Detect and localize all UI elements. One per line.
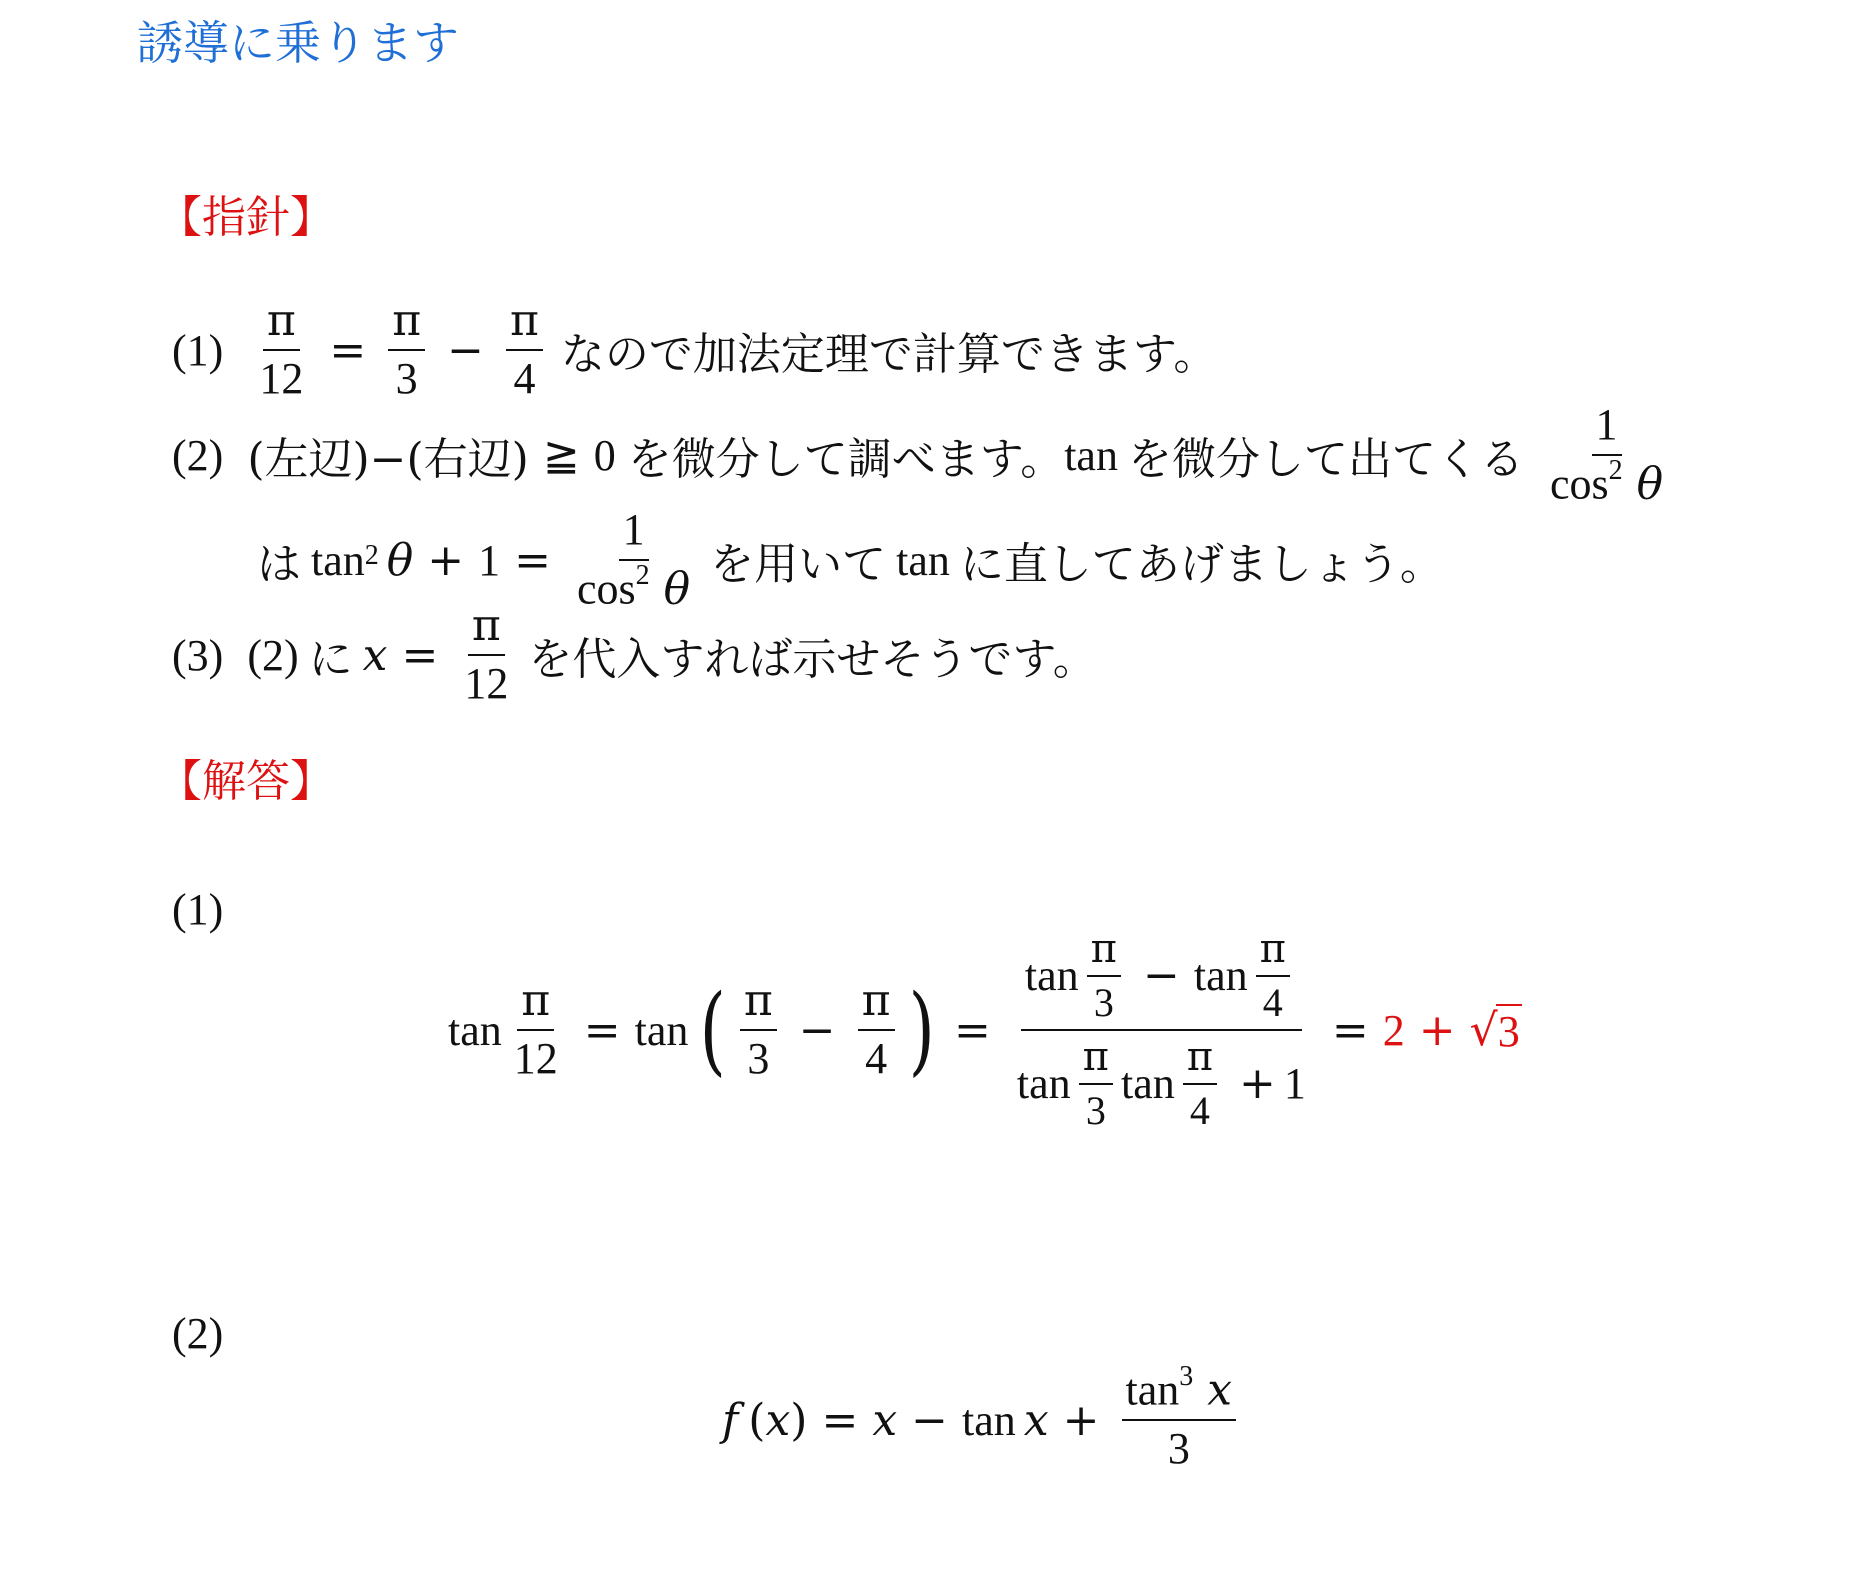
numerator: π [1087,927,1121,977]
numerator: π [263,297,300,351]
denominator: 12 [464,659,509,708]
cos-word: cos [577,564,636,614]
fraction-one-over-cos2 [573,506,694,613]
variable-x: x [362,629,388,681]
one: 1 [478,535,501,585]
plus-sign: + [427,534,465,586]
zero: 0 [593,430,616,480]
hint-2-text-6: に直してあげましょう。 [959,539,1444,590]
denominator: 3 [747,1034,770,1083]
denominator: 4 [1262,980,1283,1025]
tan-word: tan [1064,430,1118,480]
denominator [1546,456,1667,509]
hint-item-2-line-1 [172,400,1675,510]
theta: θ [386,534,414,586]
hint-2-text-3: を微分して出てくる [1127,434,1524,485]
numerator: π [517,977,554,1031]
minus-sign: − [1142,949,1180,1001]
denominator: 3 [1085,1088,1106,1133]
right-paren: ) [908,974,935,1086]
cos-word: cos [1549,459,1609,509]
geq-sign: ≧ [542,429,580,481]
numerator: π [1079,1035,1113,1085]
tan-word: tan [311,535,365,585]
page-title-link[interactable]: 誘導に乗ります [137,16,459,70]
denominator: 3 [1167,1424,1190,1474]
variable-x: x [765,1394,791,1446]
minus-sign: − [798,1004,836,1056]
fraction-tan3x-over-3 [1122,1361,1237,1474]
hint-3-label: (3) [172,630,224,680]
fraction-pi-12 [255,294,307,404]
exponent: 3 [1179,1361,1194,1393]
fraction-pi-4 [1256,927,1290,1025]
numerator: 1 [619,506,649,560]
numerator: π [388,297,425,351]
fraction-pi-3 [1087,927,1121,1025]
hint-2-label: (2) [172,430,224,480]
plus-sign: + [1239,1057,1276,1109]
numerator [1122,1361,1237,1421]
fraction-pi-3 [388,294,425,404]
numerator: π [740,977,777,1031]
hint-1-label: (1) [172,325,224,375]
fraction-pi-4 [1183,1035,1217,1133]
numerator: 1 [1592,401,1622,455]
denominator: 12 [259,354,304,403]
fraction-pi-4 [506,294,543,404]
tangent-sum-fraction [1013,927,1310,1133]
tan-word: tan [1193,950,1248,1000]
variable-x: x [1023,1394,1049,1446]
hint-item-1 [172,295,1217,405]
tan-word: tan [1120,1058,1175,1108]
fraction-pi-4 [858,974,895,1084]
left-paren: ( [748,1394,766,1446]
hint-3-text-1: に [308,634,353,685]
hint-2-text-2: を微分して調べます。 [627,434,1065,485]
numerator [1021,927,1302,1031]
equals-sign: = [821,1394,859,1446]
hint-3-ref: (2) [247,630,299,680]
equals-sign: = [401,629,439,681]
equals-sign: = [1331,1004,1369,1056]
left-paren: ( [700,974,727,1086]
exponent: 2 [364,540,379,571]
tan-word: tan [448,1005,502,1055]
numerator: π [1183,1035,1217,1085]
minus-sign: − [911,1394,949,1446]
variable-x: x [1207,1364,1233,1416]
answer-2-label: (2) [172,1309,224,1358]
hint-2-lhs-rhs: (左辺)−(右辺) [247,434,529,485]
equals-sign: = [583,1004,621,1056]
theta: θ [663,563,691,615]
tan-word: tan [896,535,950,585]
result-integer: 2 [1382,1005,1405,1055]
tan-word: tan [1016,1058,1071,1108]
answer-heading: 【解答】 [158,756,334,807]
numerator: π [1256,927,1290,977]
hint-2-text-5: を用いて [710,539,887,590]
hint-item-3 [172,600,1097,710]
tan-word: tan [1125,1365,1180,1415]
fraction-pi-3 [740,974,777,1084]
result-radicand: 3 [1496,1004,1522,1057]
one: 1 [1283,1058,1306,1108]
numerator: π [506,297,543,351]
tan-word: tan [634,1005,689,1055]
hint-2-text-4: は [257,539,301,590]
theta: θ [1636,458,1664,510]
variable-x: x [872,1394,898,1446]
answer-1-equation [448,925,1522,1135]
denominator: 4 [865,1034,888,1083]
sqrt-icon: √ [1469,1004,1498,1056]
exponent: 2 [1608,454,1623,486]
denominator: 12 [513,1034,558,1083]
right-paren: ) [790,1394,808,1446]
exponent: 2 [635,559,650,591]
answer-1-label: (1) [172,885,224,934]
hint-1-text: なので加法定理で計算できます。 [560,329,1218,380]
hint-heading: 【指針】 [158,192,334,243]
equals-sign: = [329,324,367,376]
fraction-pi-12 [510,974,562,1084]
hint-item-2-line-2 [257,505,1444,615]
function-f: f [722,1394,739,1446]
minus-sign: − [447,324,484,376]
numerator: π [468,602,505,656]
result-plus: + [1418,1004,1456,1056]
answer-2-equation [722,1360,1244,1480]
hint-3-text-2: を代入すれば示せそうです。 [528,634,1097,685]
fraction-pi-3 [1079,1035,1113,1133]
denominator: 4 [513,354,536,403]
numerator: π [858,977,895,1031]
plus-sign: + [1062,1394,1100,1446]
equals-sign: = [514,534,552,586]
tan-word: tan [1024,950,1079,1000]
denominator [1013,1031,1310,1133]
tan-word: tan [962,1395,1016,1445]
fraction-one-over-cos2 [1546,401,1667,508]
fraction-pi-12 [460,599,512,709]
equals-sign: = [954,1004,991,1056]
denominator: 3 [1093,980,1114,1025]
denominator: 4 [1189,1088,1210,1133]
denominator: 3 [395,354,418,403]
